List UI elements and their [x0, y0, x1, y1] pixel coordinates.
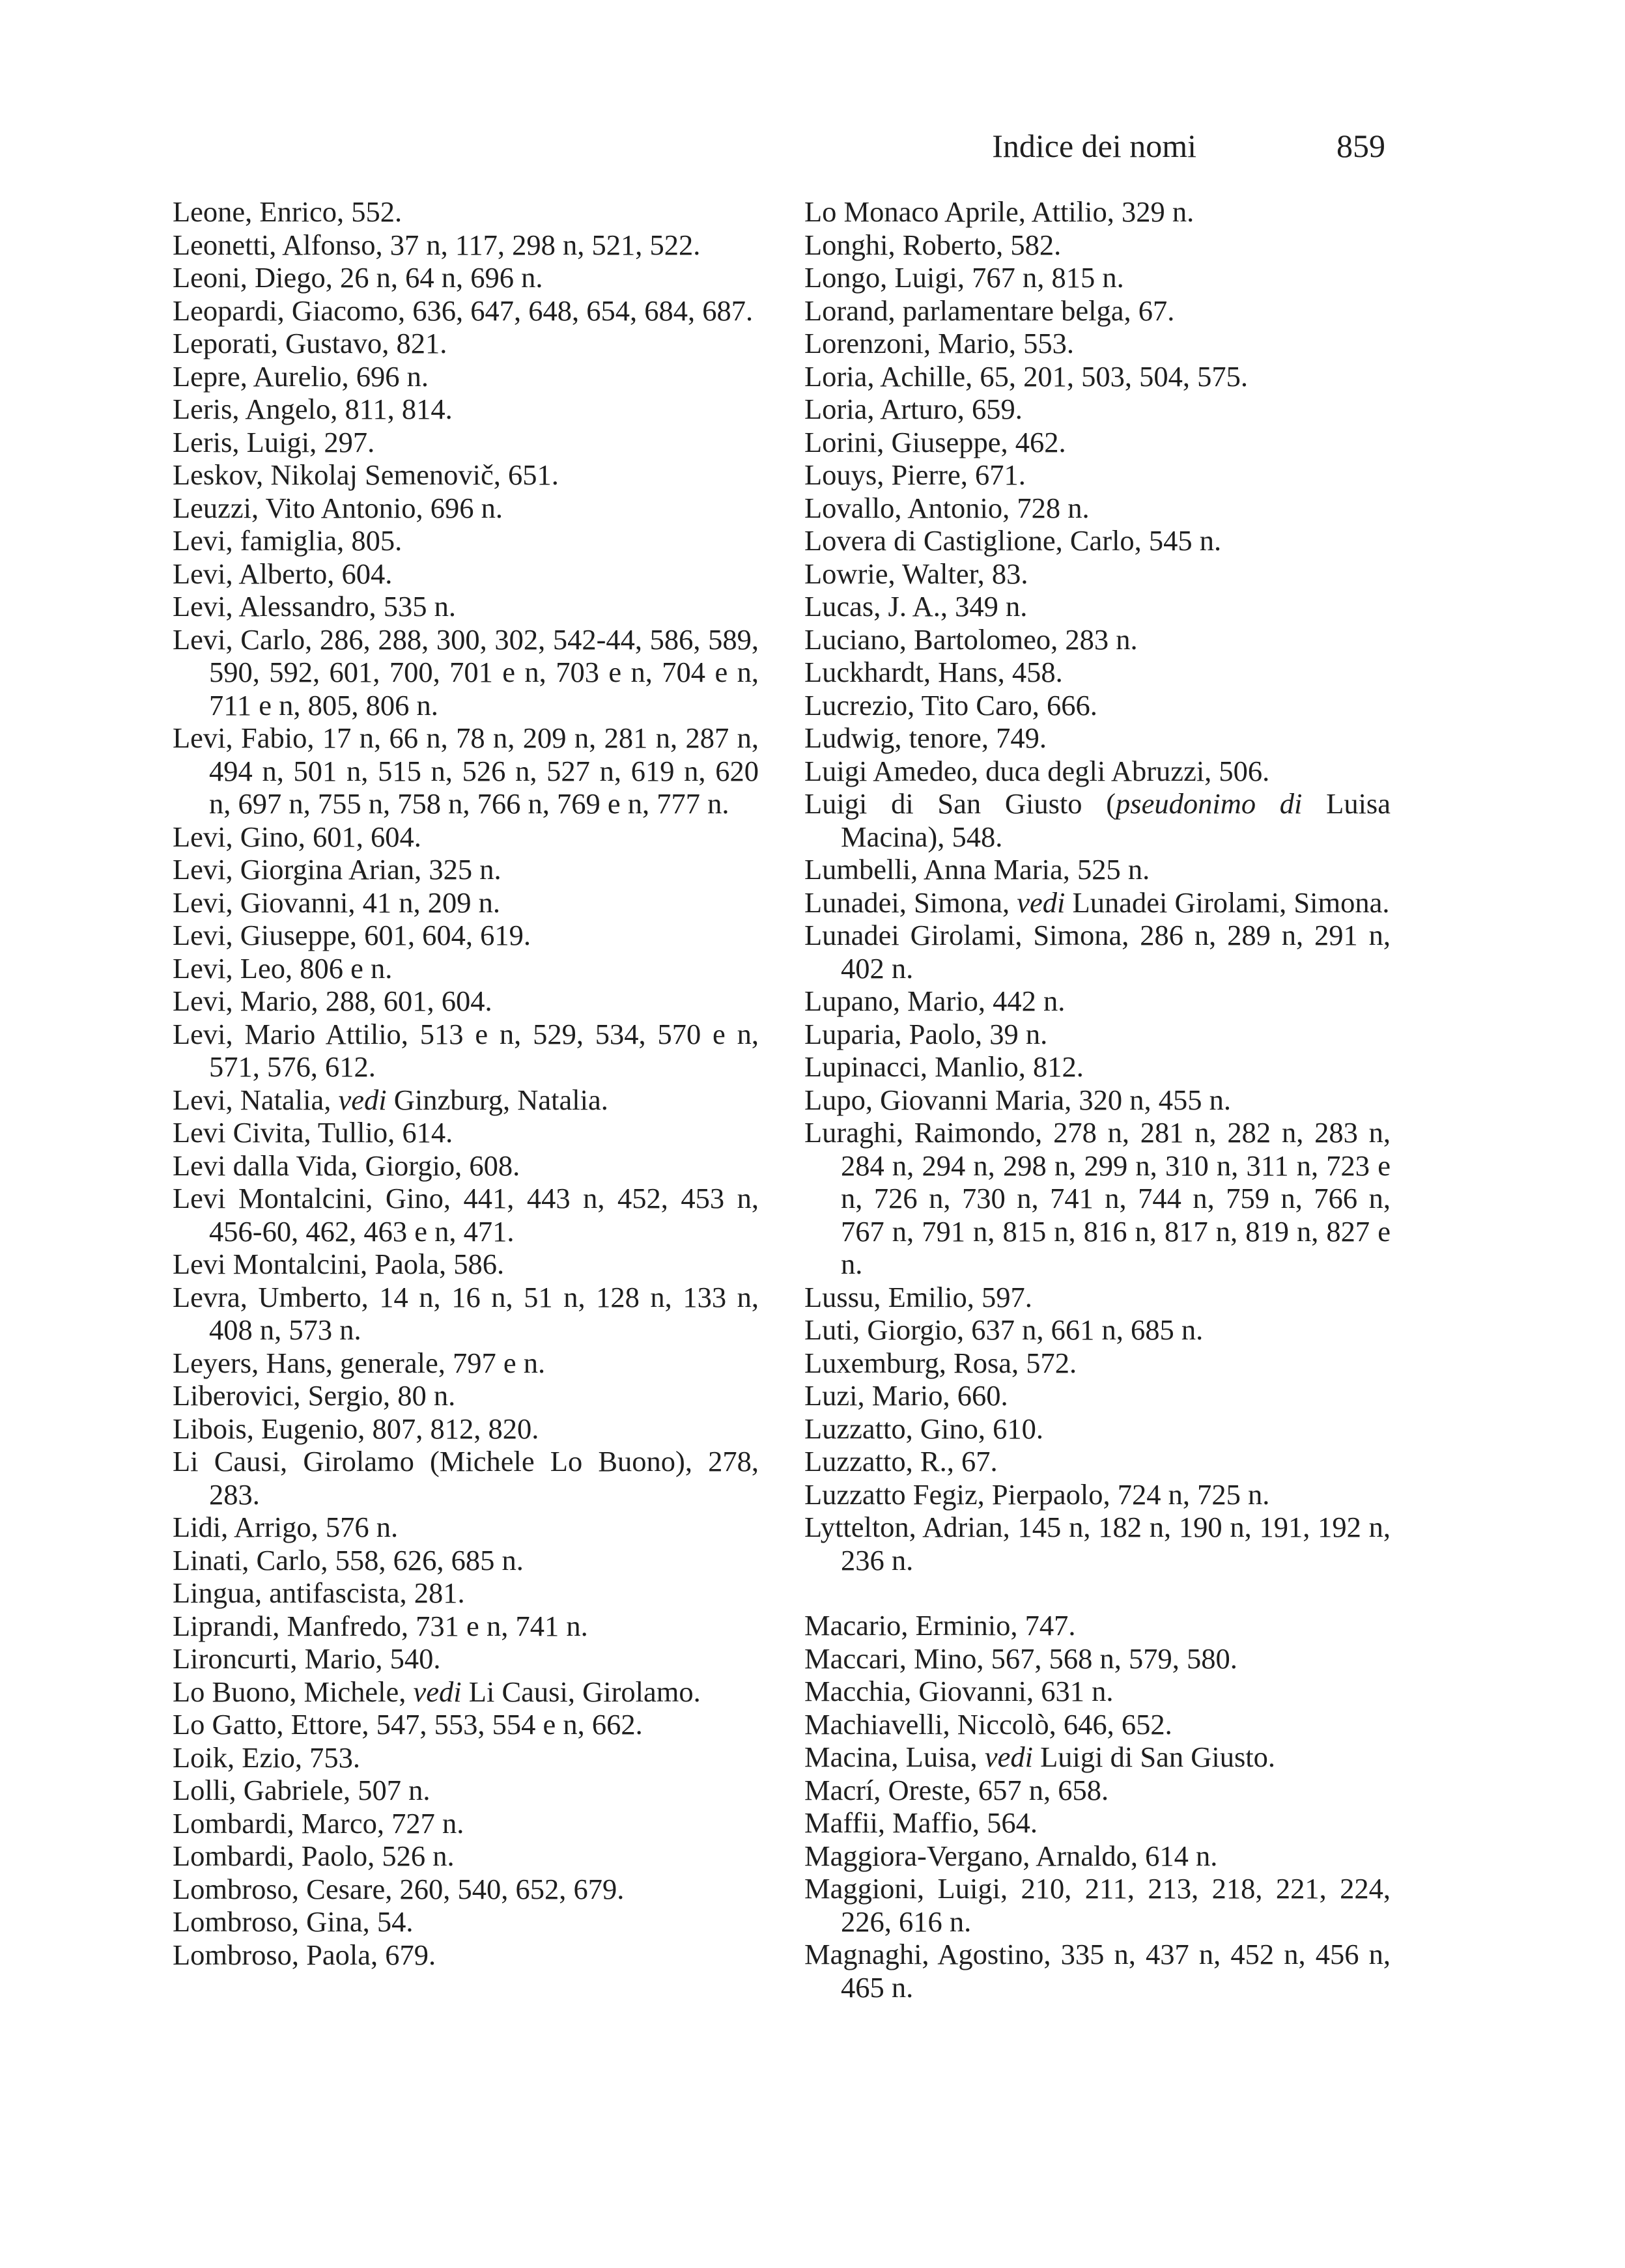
index-entry: Levi, Fabio, 17 n, 66 n, 78 n, 209 n, 281 n, 287 n, 494 n, 501 n, 515 n, 526 n, 527 n, 619 n, 620 n, 697 n, 755 n, 758 n, 766 n, 769 e n, 777 n.: [173, 721, 759, 820]
index-entry: Maggioni, Luigi, 210, 211, 213, 218, 221, 224, 226, 616 n.: [804, 1872, 1391, 1938]
index-entry-text: Luigi di San Giusto.: [1032, 1741, 1276, 1773]
index-entry: Lo Monaco Aprile, Attilio, 329 n.: [804, 195, 1194, 228]
index-entry: Luckhardt, Hans, 458.: [804, 656, 1063, 688]
index-entry: Lombroso, Paola, 679.: [173, 1938, 436, 1971]
index-entry: Lucas, J. A., 349 n.: [804, 590, 1028, 623]
index-entry: Lingua, antifascista, 281.: [173, 1576, 465, 1609]
index-entry: Longhi, Roberto, 582.: [804, 228, 1062, 261]
index-entry: Leskov, Nikolaj Semenovič, 651.: [173, 458, 559, 491]
index-entry: Lupano, Mario, 442 n.: [804, 985, 1066, 1017]
index-entry: Lorenzoni, Mario, 553.: [804, 327, 1074, 359]
index-entry: Luzi, Mario, 660.: [804, 1379, 1008, 1412]
index-entry: Macchia, Giovanni, 631 n.: [804, 1675, 1114, 1707]
index-entry: Lowrie, Walter, 83.: [804, 557, 1028, 590]
index-entry: Levi, Giovanni, 41 n, 209 n.: [173, 886, 501, 919]
index-entry: [804, 1741, 1391, 1774]
index-entry: Levi, Leo, 806 e n.: [173, 951, 393, 985]
index-entry: Lumbelli, Anna Maria, 525 n.: [804, 853, 1150, 886]
index-entry: Levi, Mario, 288, 601, 604.: [173, 985, 492, 1017]
index-entry-text: Luigi di San Giusto (: [804, 787, 1116, 820]
index-entry: Liprandi, Manfredo, 731 e n, 741 n.: [173, 1609, 588, 1642]
index-entry: Levi, Alberto, 604.: [173, 557, 393, 590]
index-entry: Levi, Giorgina Arian, 325 n.: [173, 853, 502, 886]
index-entry-text: Lo Buono, Michele,: [173, 1675, 414, 1708]
index-entry: Luzzatto, Gino, 610.: [804, 1412, 1044, 1445]
index-entry: Luraghi, Raimondo, 278 n, 281 n, 282 n, 283 n, 284 n, 294 n, 298 n, 299 n, 310 n, 311 n, 723 e n, 726 n, 730 n, 741 n, 744 n, 759 n, 766 n, 767 n, 791 n, 815 n, 816 n, 817 n, 819 n, 827 e n.: [804, 1116, 1391, 1280]
index-entry: [804, 886, 1391, 919]
index-entry: Luciano, Bartolomeo, 283 n.: [804, 623, 1138, 656]
index-entry: Leoni, Diego, 26 n, 64 n, 696 n.: [173, 261, 543, 294]
index-entry: Luigi Amedeo, duca degli Abruzzi, 506.: [804, 754, 1270, 787]
index-entry: Levi, Gino, 601, 604.: [173, 820, 421, 853]
index-entry: Lorand, parlamentare belga, 67.: [804, 294, 1175, 327]
index-entry: Loria, Achille, 65, 201, 503, 504, 575.: [804, 359, 1249, 393]
index-column-left: [173, 195, 759, 1971]
index-entry: Magnaghi, Agostino, 335 n, 437 n, 452 n, 456 n, 465 n.: [804, 1938, 1391, 2004]
index-entry: Lepre, Aurelio, 696 n.: [173, 359, 429, 393]
index-entry: Macrí, Oreste, 657 n, 658.: [804, 1773, 1109, 1806]
index-entry: Levi, Giuseppe, 601, 604, 619.: [173, 919, 531, 951]
index-entry: Leone, Enrico, 552.: [173, 195, 403, 228]
index-entry: Longo, Luigi, 767 n, 815 n.: [804, 261, 1124, 294]
index-entry-text: Luisa Macina), 548.: [841, 787, 1391, 853]
index-entry: Levi, famiglia, 805.: [173, 524, 403, 557]
index-entry: Lombroso, Gina, 54.: [173, 1905, 414, 1938]
index-entry: Luti, Giorgio, 637 n, 661 n, 685 n.: [804, 1313, 1204, 1346]
index-entry: Lombardi, Marco, 727 n.: [173, 1806, 464, 1840]
index-entry: Luxemburg, Rosa, 572.: [804, 1346, 1077, 1379]
index-entry: Levi, Carlo, 286, 288, 300, 302, 542-44, 586, 589, 590, 592, 601, 700, 701 e n, 703 e n, 704 e n, 711 e n, 805, 806 n.: [173, 623, 759, 721]
index-entry: Leopardi, Giacomo, 636, 647, 648, 654, 684, 687.: [173, 294, 754, 327]
index-entry: Lupinacci, Manlio, 812.: [804, 1050, 1084, 1083]
index-entry-text: Lunadei, Simona,: [804, 886, 1017, 919]
index-entry-italic-reference: pseudonimo di: [1116, 787, 1303, 820]
index-entry: Maccari, Mino, 567, 568 n, 579, 580.: [804, 1642, 1237, 1675]
index-column-right: [804, 195, 1391, 2004]
index-entry: Lombardi, Paolo, 526 n.: [173, 1840, 455, 1872]
index-entry: Maggiora-Vergano, Arnaldo, 614 n.: [804, 1839, 1218, 1872]
index-entry-italic-reference: vedi: [984, 1741, 1033, 1773]
index-entry: [804, 787, 1391, 853]
index-entry: Luzzatto Fegiz, Pierpaolo, 724 n, 725 n.: [804, 1477, 1270, 1511]
running-header-title: Indice dei nomi: [992, 128, 1196, 164]
index-entry: Levi, Mario Attilio, 513 e n, 529, 534, 570 e n, 571, 576, 612.: [173, 1017, 759, 1083]
index-entry: Luparia, Paolo, 39 n.: [804, 1017, 1048, 1050]
index-entry-text: Macina, Luisa,: [804, 1741, 985, 1773]
index-entry: Leporati, Gustavo, 821.: [173, 327, 447, 359]
index-entry-italic-reference: vedi: [1017, 886, 1066, 919]
index-entry: Leris, Luigi, 297.: [173, 425, 375, 458]
index-entry: Levra, Umberto, 14 n, 16 n, 51 n, 128 n, 133 n, 408 n, 573 n.: [173, 1280, 759, 1346]
index-entry: Lo Gatto, Ettore, 547, 553, 554 e n, 662.: [173, 1708, 643, 1741]
index-entry: Lombroso, Cesare, 260, 540, 652, 679.: [173, 1872, 625, 1905]
index-entry: Liberovici, Sergio, 80 n.: [173, 1379, 456, 1412]
index-entry: Levi Montalcini, Paola, 586.: [173, 1248, 505, 1280]
index-entry: Lidi, Arrigo, 576 n.: [173, 1511, 399, 1543]
index-entry: Luzzatto, R., 67.: [804, 1445, 998, 1477]
index-entry: Lovera di Castiglione, Carlo, 545 n.: [804, 524, 1222, 557]
index-entry: Lussu, Emilio, 597.: [804, 1280, 1032, 1313]
index-entry: Ludwig, tenore, 749.: [804, 721, 1047, 754]
index-entry: Linati, Carlo, 558, 626, 685 n.: [173, 1543, 524, 1576]
index-entry: Lucrezio, Tito Caro, 666.: [804, 688, 1097, 721]
index-entry-italic-reference: vedi: [338, 1083, 387, 1116]
page-number: 859: [1336, 128, 1385, 164]
index-entry-text: Levi, Natalia,: [173, 1083, 339, 1116]
index-entry: Lyttelton, Adrian, 145 n, 182 n, 190 n, 191, 192 n, 236 n.: [804, 1511, 1391, 1576]
index-entry: Lorini, Giuseppe, 462.: [804, 425, 1066, 458]
index-entry: Loria, Arturo, 659.: [804, 393, 1023, 425]
index-entry: Levi Civita, Tullio, 614.: [173, 1116, 453, 1149]
index-entry-text: Li Causi, Girolamo.: [461, 1675, 701, 1708]
index-entry-italic-reference: vedi: [413, 1675, 462, 1708]
index-entry: Loik, Ezio, 753.: [173, 1741, 360, 1774]
index-entry: Leonetti, Alfonso, 37 n, 117, 298 n, 521, 522.: [173, 228, 701, 261]
index-entry: Louys, Pierre, 671.: [804, 458, 1026, 491]
index-entry: Li Causi, Girolamo (Michele Lo Buono), 278, 283.: [173, 1445, 759, 1511]
index-entry: Lunadei Girolami, Simona, 286 n, 289 n, 291 n, 402 n.: [804, 919, 1391, 985]
index-entry: Lupo, Giovanni Maria, 320 n, 455 n.: [804, 1083, 1232, 1116]
index-entry: Lovallo, Antonio, 728 n.: [804, 491, 1090, 524]
index-entry-text: Ginzburg, Natalia.: [386, 1083, 608, 1116]
index-entry: Levi Montalcini, Gino, 441, 443 n, 452, 453 n, 456-60, 462, 463 e n, 471.: [173, 1182, 759, 1248]
index-entry: Leuzzi, Vito Antonio, 696 n.: [173, 491, 503, 524]
index-entry: Leyers, Hans, generale, 797 e n.: [173, 1346, 546, 1379]
index-entry: Leris, Angelo, 811, 814.: [173, 393, 453, 425]
index-entry: Macario, Erminio, 747.: [804, 1609, 1076, 1642]
index-entry: Libois, Eugenio, 807, 812, 820.: [173, 1412, 539, 1445]
index-entry: [173, 1675, 759, 1709]
index-entry: Lolli, Gabriele, 507 n.: [173, 1774, 431, 1806]
index-entry: Levi dalla Vida, Giorgio, 608.: [173, 1149, 520, 1182]
index-entry: Maffii, Maffio, 564.: [804, 1806, 1038, 1839]
index-entry: Lironcurti, Mario, 540.: [173, 1642, 441, 1675]
index-entry-text: Lunadei Girolami, Simona.: [1065, 886, 1390, 919]
index-entry: Levi, Alessandro, 535 n.: [173, 590, 457, 623]
index-entry: Machiavelli, Niccolò, 646, 652.: [804, 1707, 1172, 1741]
index-entry: [173, 1084, 759, 1117]
